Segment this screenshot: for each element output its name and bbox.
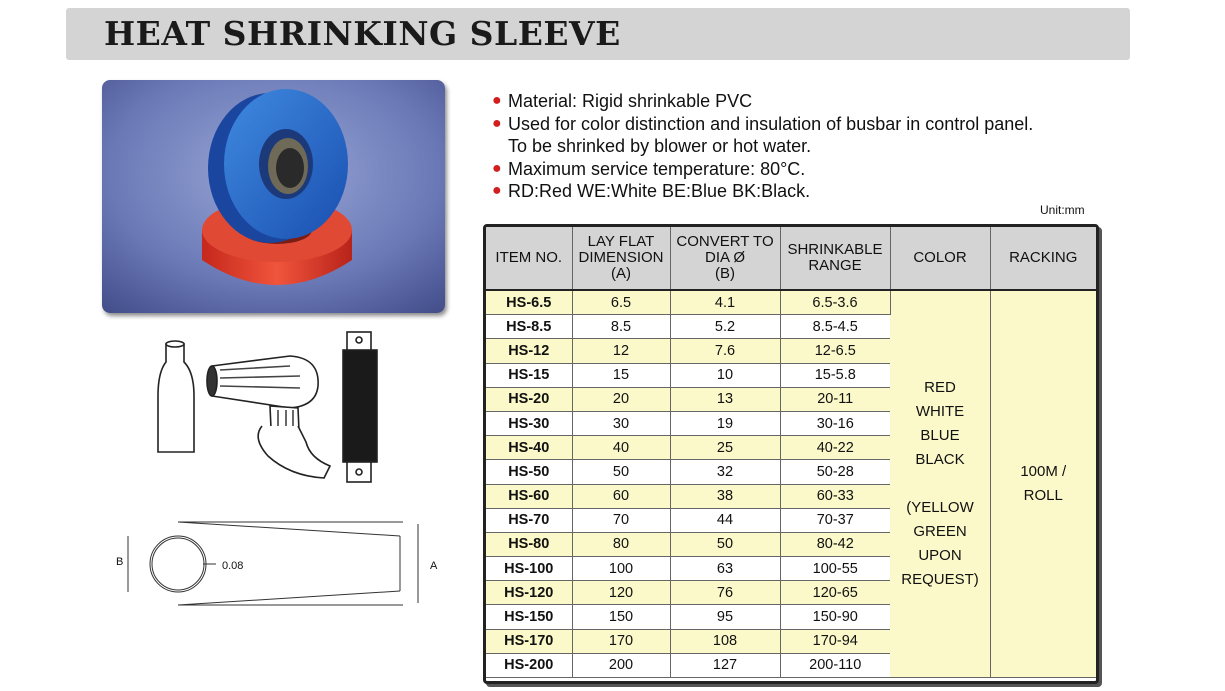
- convert-dia-cell: 5.2: [670, 315, 780, 339]
- shrinkable-range-cell: 50-28: [780, 460, 890, 484]
- shrinkable-range-cell: 80-42: [780, 532, 890, 556]
- header-item-no: ITEM NO.: [486, 227, 572, 290]
- spec-table-frame: [483, 224, 1099, 684]
- lay-flat-cell: 8.5: [572, 315, 670, 339]
- shrinkable-range-cell: 200-110: [780, 653, 890, 677]
- lay-flat-cell: 150: [572, 605, 670, 629]
- item-cell: HS-80: [486, 532, 572, 556]
- list-item: ● Used for color distinction and insulation of busbar in control panel.: [492, 113, 1034, 134]
- heat-gun-illustration: [140, 326, 410, 486]
- shrinkable-range-cell: 150-90: [780, 605, 890, 629]
- convert-dia-cell: 7.6: [670, 339, 780, 363]
- convert-dia-cell: 13: [670, 387, 780, 411]
- header-color: COLOR: [890, 227, 990, 290]
- lay-flat-cell: 80: [572, 532, 670, 556]
- shrinkable-range-cell: 6.5-3.6: [780, 290, 890, 315]
- title-bar: [66, 8, 1130, 60]
- item-cell: HS-40: [486, 436, 572, 460]
- convert-dia-cell: 32: [670, 460, 780, 484]
- header-convert-dia: CONVERT TO DIA Ø (B): [670, 227, 780, 290]
- convert-dia-cell: 25: [670, 436, 780, 460]
- lay-flat-cell: 100: [572, 557, 670, 581]
- table-row: [486, 290, 1096, 315]
- header-lay-flat: LAY FLAT DIMENSION (A): [572, 227, 670, 290]
- shrinkable-range-cell: 8.5-4.5: [780, 315, 890, 339]
- shrinkable-range-cell: 12-6.5: [780, 339, 890, 363]
- shrinkable-range-cell: 20-11: [780, 387, 890, 411]
- shrinkable-range-cell: 100-55: [780, 557, 890, 581]
- item-cell: HS-200: [486, 653, 572, 677]
- item-cell: HS-120: [486, 581, 572, 605]
- convert-dia-cell: 76: [670, 581, 780, 605]
- list-item: ● Material: Rigid shrinkable PVC: [492, 91, 753, 111]
- lay-flat-cell: 20: [572, 387, 670, 411]
- convert-dia-cell: 63: [670, 557, 780, 581]
- color-options-cell: RED WHITE BLUE BLACK (YELLOW GREEN UPON REQUEST): [890, 290, 990, 678]
- shrinkable-range-cell: 40-22: [780, 436, 890, 460]
- lay-flat-cell: 60: [572, 484, 670, 508]
- bullet-icon: ●: [492, 114, 502, 132]
- shrinkable-range-cell: 30-16: [780, 411, 890, 435]
- bullet-icon: ●: [492, 182, 502, 199]
- item-cell: HS-60: [486, 484, 572, 508]
- product-photo: [102, 80, 445, 313]
- shrinkable-range-cell: 15-5.8: [780, 363, 890, 387]
- lay-flat-cell: 50: [572, 460, 670, 484]
- item-cell: HS-150: [486, 605, 572, 629]
- table-header-row: [486, 227, 1096, 290]
- list-item-continuation: To be shrinked by blower or hot water.: [508, 136, 812, 156]
- lay-flat-cell: 15: [572, 363, 670, 387]
- convert-dia-cell: 4.1: [670, 290, 780, 315]
- item-cell: HS-170: [486, 629, 572, 653]
- bullet-icon: ●: [492, 159, 502, 177]
- lay-flat-cell: 170: [572, 629, 670, 653]
- lay-flat-cell: 120: [572, 581, 670, 605]
- lay-flat-cell: 12: [572, 339, 670, 363]
- page-title: HEAT SHRINKING SLEEVE: [104, 14, 621, 53]
- lay-flat-cell: 40: [572, 436, 670, 460]
- item-cell: HS-12: [486, 339, 572, 363]
- item-cell: HS-70: [486, 508, 572, 532]
- item-cell: HS-8.5: [486, 315, 572, 339]
- shrinkable-range-cell: 170-94: [780, 629, 890, 653]
- item-cell: HS-20: [486, 387, 572, 411]
- racking-cell: 100M / ROLL: [990, 290, 1096, 678]
- header-racking: RACKING: [990, 227, 1096, 290]
- list-item: ● RD:Red WE:White BE:Blue BK:Black.: [492, 181, 811, 201]
- item-cell: HS-30: [486, 411, 572, 435]
- dimension-a-label: A: [430, 560, 438, 572]
- lay-flat-cell: 200: [572, 653, 670, 677]
- convert-dia-cell: 127: [670, 653, 780, 677]
- shrinkable-range-cell: 120-65: [780, 581, 890, 605]
- convert-dia-cell: 95: [670, 605, 780, 629]
- item-cell: HS-100: [486, 557, 572, 581]
- feature-list: [492, 90, 1033, 203]
- convert-dia-cell: 38: [670, 484, 780, 508]
- shrinkable-range-cell: 70-37: [780, 508, 890, 532]
- lay-flat-cell: 70: [572, 508, 670, 532]
- item-cell: HS-6.5: [486, 290, 572, 315]
- convert-dia-cell: 19: [670, 411, 780, 435]
- convert-dia-cell: 108: [670, 629, 780, 653]
- dimension-b-label: B: [116, 556, 124, 568]
- spec-table: [486, 227, 1096, 678]
- lay-flat-cell: 30: [572, 411, 670, 435]
- unit-label: Unit:mm: [1040, 203, 1085, 217]
- header-shrinkable-range: SHRINKABLE RANGE: [780, 227, 890, 290]
- bullet-icon: ●: [492, 92, 502, 109]
- thickness-label: 0.08: [222, 560, 244, 572]
- item-cell: HS-15: [486, 363, 572, 387]
- shrinkable-range-cell: 60-33: [780, 484, 890, 508]
- dimension-diagram: [108, 512, 450, 614]
- convert-dia-cell: 44: [670, 508, 780, 532]
- list-item: ● Maximum service temperature: 80°C.: [492, 158, 806, 179]
- item-cell: HS-50: [486, 460, 572, 484]
- lay-flat-cell: 6.5: [572, 290, 670, 315]
- convert-dia-cell: 10: [670, 363, 780, 387]
- convert-dia-cell: 50: [670, 532, 780, 556]
